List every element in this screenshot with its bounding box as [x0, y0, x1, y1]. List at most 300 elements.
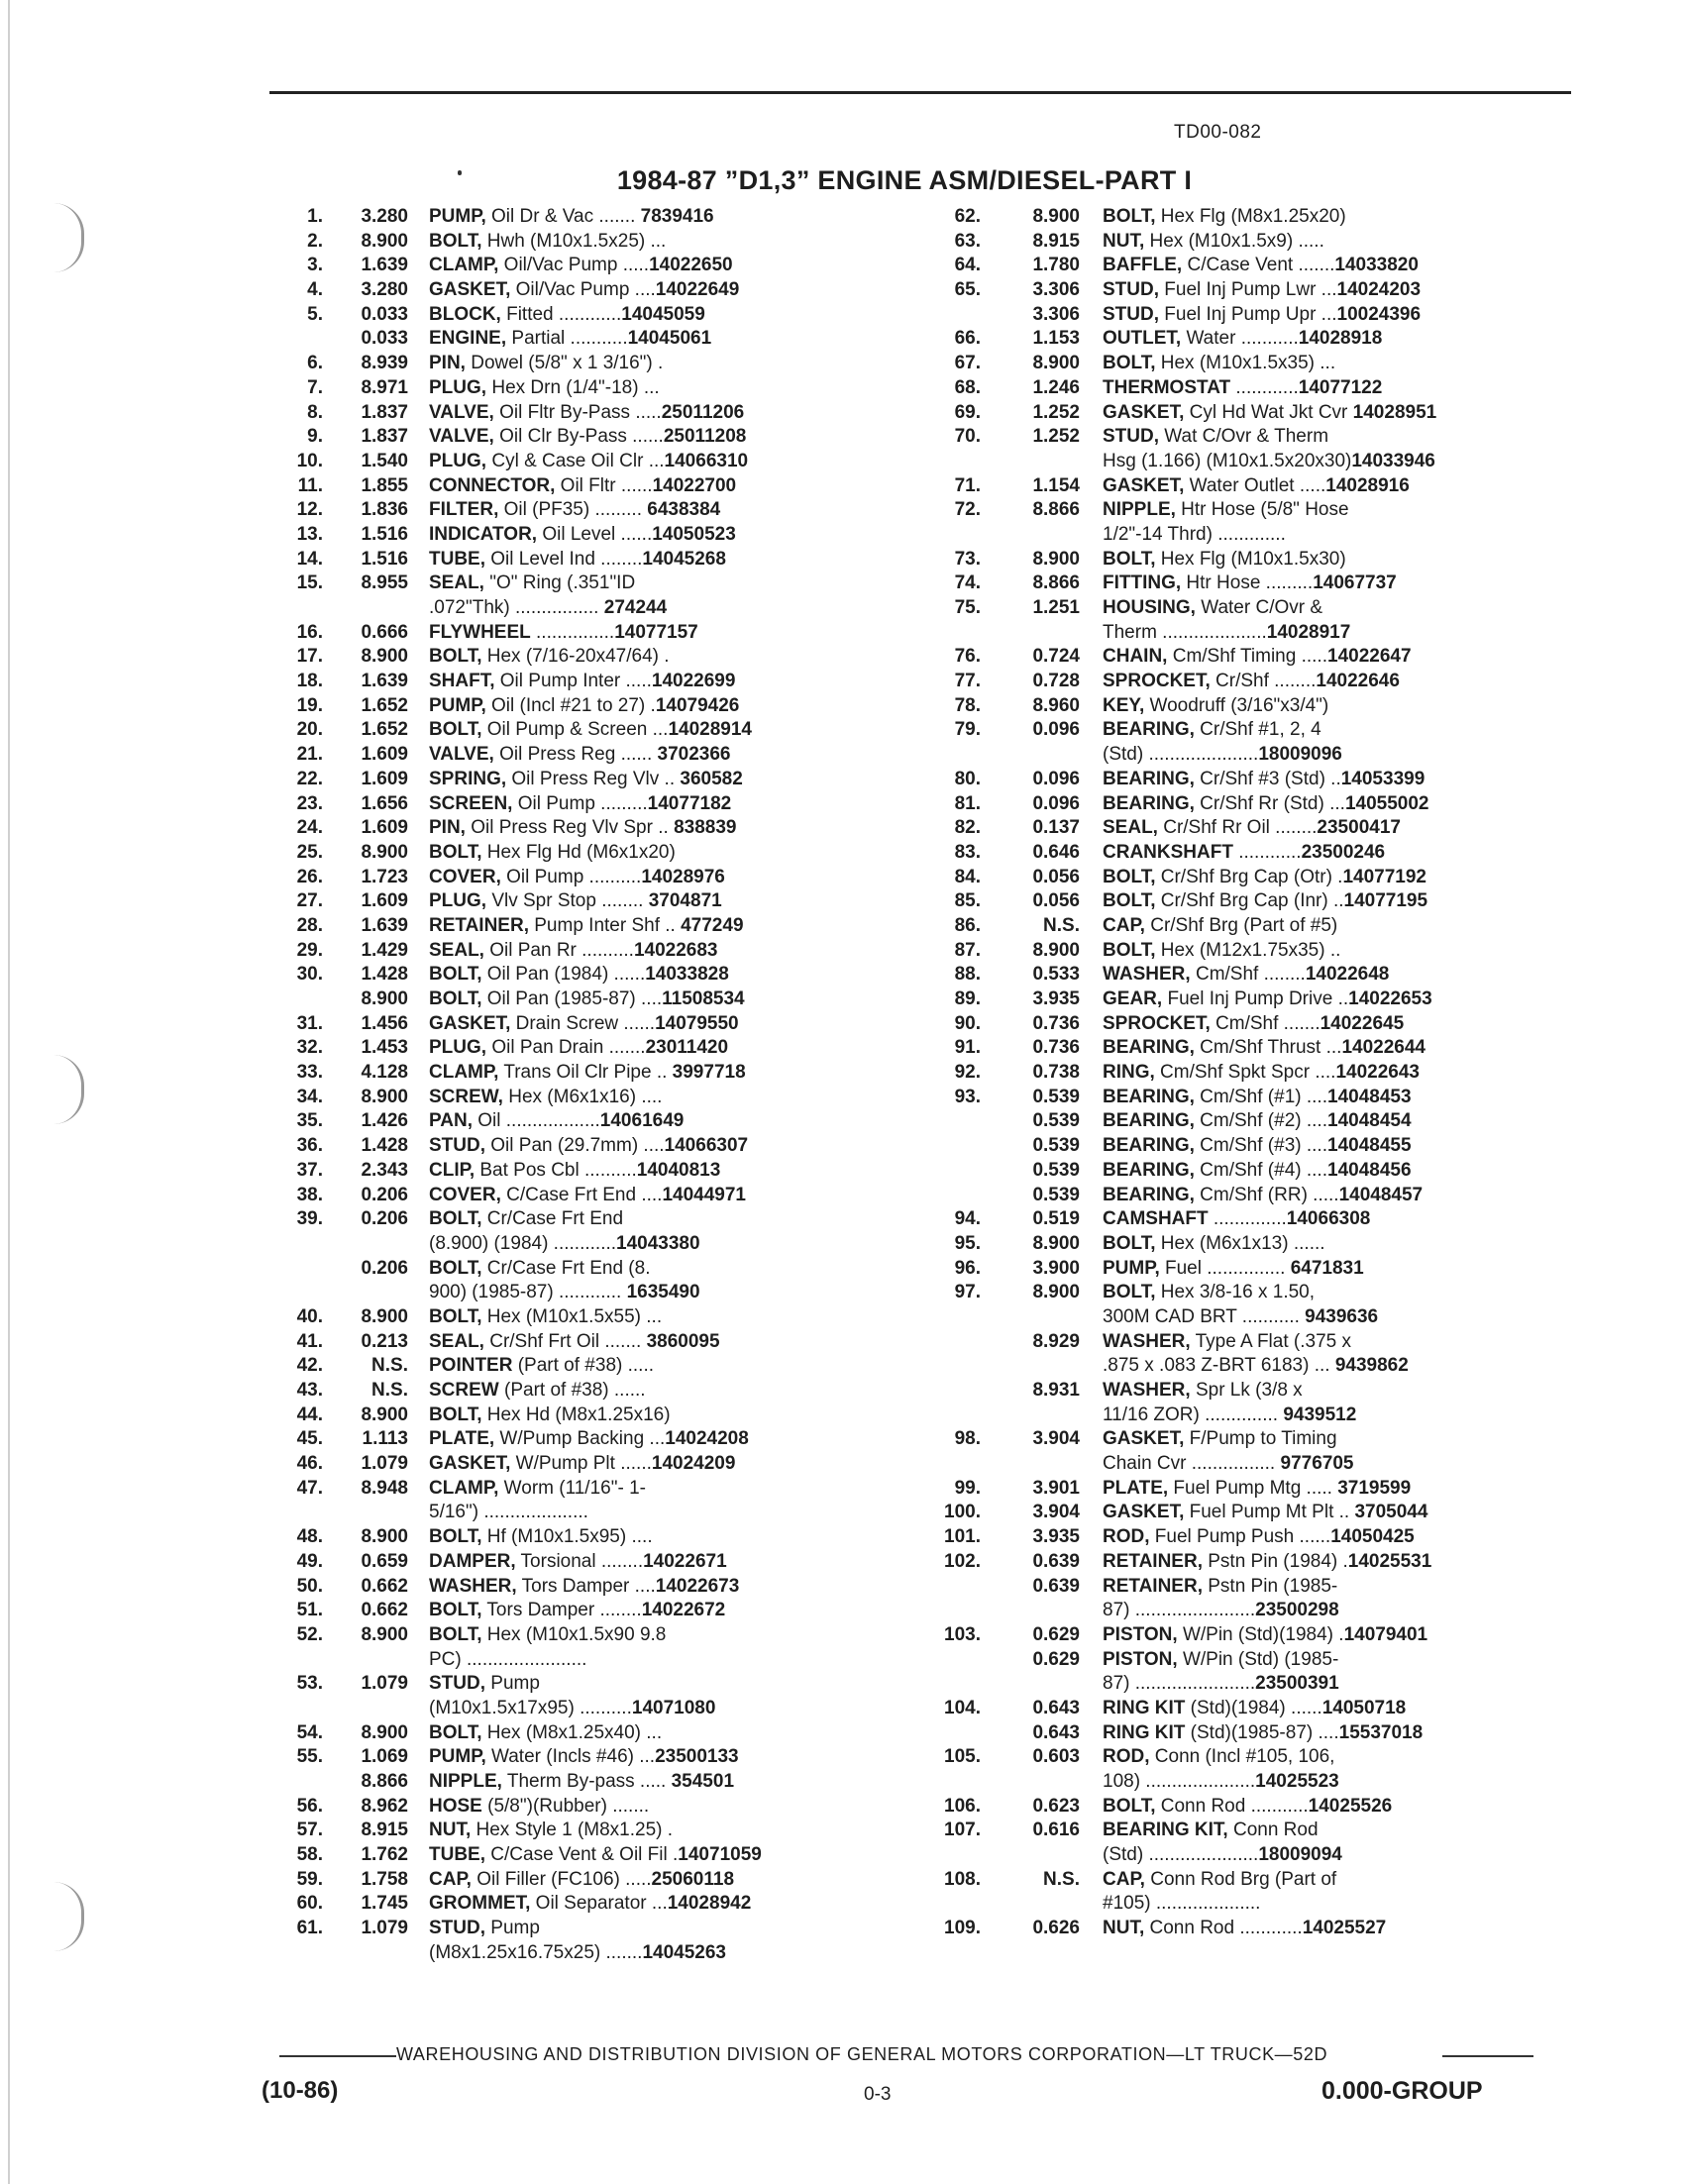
item-number: 3.	[307, 255, 323, 276]
part-name: GASKET,	[1103, 401, 1185, 423]
part-name: ROD,	[1103, 1746, 1150, 1768]
group-code: 0.056	[1032, 890, 1080, 912]
parts-row	[911, 1770, 1575, 1795]
parts-row	[260, 1281, 894, 1305]
part-detail: Oil Pan Rr ..........	[483, 939, 634, 961]
item-number: 68.	[954, 376, 981, 398]
parts-row	[911, 1379, 1575, 1404]
part-number: 14050718	[1321, 1697, 1407, 1718]
part-description	[429, 1232, 894, 1257]
group-code: 0.033	[361, 303, 408, 325]
parts-row	[260, 670, 894, 694]
part-name: VALVE,	[429, 744, 494, 766]
item-number	[260, 596, 323, 621]
parts-row	[911, 498, 1575, 523]
parts-row	[911, 914, 1575, 939]
item-number: 106.	[944, 1795, 981, 1817]
parts-row	[260, 1379, 894, 1404]
part-number: 25060118	[651, 1868, 735, 1890]
item-number: 92.	[954, 1062, 981, 1084]
group-code: 8.931	[1032, 1380, 1080, 1401]
part-detail: Fuel Pump Mt Plt ..	[1184, 1502, 1355, 1523]
parts-row	[911, 376, 1575, 401]
parts-row	[260, 1477, 894, 1502]
part-name: RING KIT	[1103, 1697, 1186, 1718]
part-number: 3702366	[657, 744, 731, 766]
parts-row	[260, 1672, 894, 1697]
part-number: 14022649	[655, 279, 740, 301]
part-name: STUD,	[429, 1673, 485, 1695]
item-number: 17.	[296, 646, 323, 668]
parts-row	[911, 450, 1575, 474]
group-code: 1.780	[1032, 255, 1080, 276]
group-code: 1.652	[361, 719, 408, 741]
part-detail: Fitted ............	[500, 303, 622, 325]
item-number	[911, 1379, 981, 1404]
part-detail: Htr Hose (5/8" Hose	[1175, 499, 1349, 521]
parts-row	[260, 1892, 894, 1917]
part-detail: Hex 3/8-16 x 1.50,	[1155, 1282, 1316, 1303]
item-number	[911, 450, 981, 474]
part-number: 23011420	[645, 1037, 729, 1059]
part-detail: Tors Damper ....	[516, 1575, 656, 1597]
part-description	[429, 621, 894, 646]
part-number: 14077157	[614, 621, 698, 643]
group-code: 8.900	[361, 988, 408, 1009]
group-code: 8.900	[361, 1526, 408, 1548]
part-detail: #105) ....................	[1103, 1893, 1261, 1915]
group-code	[323, 1281, 429, 1305]
group-code: 8.866	[1032, 572, 1080, 594]
parts-row	[260, 1305, 894, 1330]
part-number: 9776705	[1280, 1453, 1354, 1475]
item-number: 64.	[954, 255, 981, 276]
group-code: 1.639	[361, 914, 408, 936]
group-code: 1.836	[361, 499, 408, 521]
item-number: 2.	[307, 230, 323, 252]
part-name: BOLT,	[429, 1600, 482, 1621]
part-name: PUMP,	[429, 694, 486, 716]
part-name: CLAMP,	[429, 1477, 499, 1499]
group-code: N.S.	[371, 1380, 408, 1401]
parts-row	[260, 1012, 894, 1037]
group-code	[981, 450, 1103, 474]
part-detail: "O" Ring (.351"ID	[483, 572, 636, 594]
item-number	[911, 1159, 981, 1184]
part-number: 354501	[671, 1771, 735, 1792]
item-number: 71.	[954, 474, 981, 496]
part-description	[429, 1745, 894, 1770]
parts-row	[260, 1623, 894, 1648]
part-detail: Hex Flg (M8x1.25x20)	[1155, 206, 1346, 227]
part-number: 14022673	[655, 1575, 740, 1597]
group-code: 8.900	[361, 1086, 408, 1107]
item-number: 31.	[296, 1012, 323, 1034]
part-detail: Oil Pump Inter .....	[494, 671, 652, 692]
item-number: 36.	[296, 1135, 323, 1157]
parts-row	[911, 1501, 1575, 1525]
item-number: 86.	[954, 914, 981, 936]
item-number	[911, 1184, 981, 1208]
parts-row	[260, 548, 894, 572]
footer-date: (10-86)	[262, 2077, 339, 2104]
part-description	[1103, 939, 1575, 964]
item-number	[911, 1109, 981, 1134]
part-name: BOLT,	[429, 646, 482, 668]
part-number: 10024396	[1336, 303, 1422, 325]
item-number: 52.	[296, 1623, 323, 1645]
group-code: 0.096	[1032, 792, 1080, 814]
part-detail: 11/16 ZOR) ..............	[1103, 1404, 1284, 1425]
part-name: BEARING,	[1103, 1110, 1195, 1132]
part-detail: Cyl Hd Wat Jkt Cvr	[1184, 401, 1353, 423]
group-code: N.S.	[371, 1355, 408, 1377]
group-code: 0.666	[361, 621, 408, 643]
parts-row	[260, 743, 894, 768]
part-name: STUD,	[1103, 303, 1159, 325]
part-number: 1635490	[626, 1282, 700, 1303]
item-number: 95.	[954, 1232, 981, 1254]
part-detail: Cm/Shf Timing .....	[1167, 646, 1327, 668]
group-code: 1.079	[361, 1673, 408, 1695]
part-name: BLOCK,	[429, 303, 501, 325]
parts-row	[260, 1061, 894, 1086]
document-code: TD00-082	[1174, 122, 1262, 143]
group-code: 1.656	[361, 792, 408, 814]
item-number	[911, 743, 981, 768]
parts-row	[260, 914, 894, 939]
part-detail: Water C/Ovr &	[1195, 597, 1323, 618]
part-number: 14045263	[642, 1941, 726, 1963]
part-detail: 300M CAD BRT ...........	[1103, 1305, 1306, 1327]
part-description	[1103, 1599, 1575, 1623]
part-description	[429, 1648, 894, 1673]
group-code: 1.429	[361, 939, 408, 961]
parts-row	[911, 303, 1575, 328]
parts-row	[911, 548, 1575, 572]
parts-row	[911, 1648, 1575, 1673]
part-description	[1103, 1770, 1575, 1795]
part-name: PISTON,	[1103, 1623, 1178, 1645]
item-number: 65.	[954, 279, 981, 301]
item-number: 103.	[944, 1623, 981, 1645]
part-detail: ...............	[530, 621, 615, 643]
group-code: 1.609	[361, 744, 408, 766]
group-code: 1.079	[361, 1918, 408, 1939]
item-number	[260, 1648, 323, 1673]
group-code: 3.901	[1032, 1477, 1080, 1499]
part-description	[1103, 450, 1575, 474]
part-number: 14022671	[643, 1550, 727, 1572]
part-detail: Oil Pan (29.7mm) ....	[485, 1135, 665, 1157]
part-number: 14077182	[647, 792, 732, 814]
part-number: 14040813	[636, 1159, 721, 1181]
part-number: 18009094	[1258, 1844, 1342, 1866]
part-detail: 87) .......................	[1103, 1673, 1256, 1695]
part-number: 14022699	[651, 671, 736, 692]
item-number	[260, 1501, 323, 1525]
part-description	[429, 963, 894, 988]
group-code: 1.428	[361, 964, 408, 986]
item-number: 51.	[296, 1600, 323, 1621]
part-description	[1103, 1109, 1575, 1134]
part-number: 14079550	[655, 1012, 739, 1034]
page-number: 0-3	[864, 2084, 892, 2105]
part-number: 6438384	[647, 499, 721, 521]
parts-row	[911, 939, 1575, 964]
item-number: 93.	[954, 1086, 981, 1107]
part-name: GASKET,	[429, 1453, 511, 1475]
header-rule	[269, 91, 1571, 94]
part-name: RING,	[1103, 1062, 1155, 1084]
part-detail: Cm/Shf (RR) .....	[1194, 1184, 1339, 1205]
part-number: 23500246	[1301, 841, 1386, 863]
part-name: TUBE,	[429, 548, 485, 570]
group-code: 1.540	[361, 450, 408, 471]
part-description	[1103, 1354, 1575, 1379]
part-number: 14055002	[1344, 792, 1429, 814]
part-name: GASKET,	[1103, 1502, 1185, 1523]
item-number: 34.	[296, 1086, 323, 1107]
group-code: 0.539	[1032, 1159, 1080, 1181]
part-name: VALVE,	[429, 401, 494, 423]
part-description	[429, 841, 894, 866]
group-code: N.S.	[1043, 1868, 1080, 1890]
part-detail: PC) .......................	[429, 1648, 587, 1670]
part-description	[1103, 1232, 1575, 1257]
group-code	[981, 523, 1103, 548]
part-detail: (Part of #38) .....	[512, 1355, 655, 1377]
parts-row	[260, 645, 894, 670]
item-number: 40.	[296, 1305, 323, 1327]
part-description	[429, 1917, 894, 1941]
part-detail: (M10x1.5x17x95) ..........	[429, 1697, 632, 1718]
parts-row	[911, 841, 1575, 866]
part-detail: Pstn Pin (1984) .	[1202, 1550, 1348, 1572]
item-number: 88.	[954, 964, 981, 986]
part-name: ROD,	[1103, 1526, 1150, 1548]
part-description	[429, 1036, 894, 1061]
item-number: 75.	[954, 597, 981, 618]
parts-row	[260, 1575, 894, 1600]
parts-row	[260, 254, 894, 278]
group-code	[981, 1770, 1103, 1795]
part-detail: Fuel ...............	[1159, 1257, 1291, 1279]
part-description	[429, 1379, 894, 1404]
parts-row	[260, 1232, 894, 1257]
group-code: 1.516	[361, 548, 408, 570]
part-number: 14028914	[668, 719, 752, 741]
part-number: 14048453	[1327, 1086, 1412, 1107]
group-code	[323, 596, 429, 621]
parts-row	[260, 1745, 894, 1770]
part-detail: Torsional ........	[515, 1550, 644, 1572]
part-detail: Hf (M10x1.5x95) ....	[481, 1526, 653, 1548]
item-number: 66.	[954, 328, 981, 350]
part-number: 3705044	[1354, 1502, 1428, 1523]
footer-division: WAREHOUSING AND DISTRIBUTION DIVISION OF GENERAL MOTORS CORPORATION—LT TRUCK—52D	[396, 2044, 1328, 2064]
part-name: CAP,	[429, 1868, 472, 1890]
part-description	[429, 596, 894, 621]
item-number: 11.	[297, 474, 323, 496]
part-name: SEAL,	[1103, 817, 1158, 839]
group-code: 0.643	[1032, 1697, 1080, 1718]
parts-row	[260, 230, 894, 255]
parts-row	[911, 1257, 1575, 1282]
part-name: PLUG,	[429, 376, 487, 398]
group-code: 8.900	[1032, 548, 1080, 570]
part-description	[1103, 768, 1575, 792]
part-detail: (Part of #38) ......	[498, 1380, 646, 1401]
part-description	[429, 694, 894, 719]
part-name: GASKET,	[1103, 474, 1185, 496]
group-code: 1.426	[361, 1110, 408, 1132]
part-detail: Oil Fltr ......	[555, 474, 653, 496]
parts-row	[911, 278, 1575, 303]
part-detail: Oil Pump ..........	[500, 866, 642, 887]
group-code: 0.623	[1032, 1795, 1080, 1817]
part-description	[429, 1525, 894, 1550]
item-number: 57.	[296, 1820, 323, 1841]
item-number	[260, 988, 323, 1012]
part-detail: Oil ..................	[472, 1110, 600, 1132]
parts-row	[260, 1868, 894, 1893]
part-number: 14022645	[1320, 1012, 1405, 1034]
item-number: 50.	[296, 1575, 323, 1597]
part-description	[429, 1501, 894, 1525]
part-name: BEARING,	[1103, 1184, 1195, 1205]
parts-row	[260, 450, 894, 474]
part-number: 14077192	[1342, 866, 1427, 887]
part-detail: Cr/Shf #3 (Std) ..	[1194, 768, 1341, 789]
part-number: 477249	[681, 914, 744, 936]
parts-row	[911, 1354, 1575, 1379]
part-name: GROMMET,	[429, 1893, 531, 1915]
part-detail: Cm/Shf (#2) ....	[1194, 1110, 1327, 1132]
part-description	[429, 1354, 894, 1379]
item-number	[911, 1672, 981, 1697]
part-detail: Fuel Inj Pump Drive ..	[1162, 988, 1349, 1009]
part-description	[429, 425, 894, 450]
part-detail: Oil Separator ...	[530, 1893, 668, 1915]
part-number: 14022643	[1335, 1062, 1420, 1084]
part-name: FILTER,	[429, 499, 499, 521]
part-name: BOLT,	[1103, 206, 1156, 227]
part-number: 14071080	[631, 1697, 716, 1718]
part-number: 14066307	[664, 1135, 749, 1157]
part-description	[429, 1109, 894, 1134]
group-code: 0.626	[1032, 1918, 1080, 1939]
item-number: 4.	[307, 279, 323, 301]
part-number: 14048455	[1327, 1135, 1412, 1157]
part-name: SCREW,	[429, 1086, 503, 1107]
part-name: NUT,	[1103, 230, 1145, 252]
part-number: 14028976	[641, 866, 725, 887]
group-code: 8.900	[361, 841, 408, 863]
parts-list-right	[911, 205, 1575, 1941]
part-description	[429, 1623, 894, 1648]
part-number: 14022672	[641, 1600, 726, 1621]
part-description	[1103, 1525, 1575, 1550]
part-detail: Cm/Shf (#4) ....	[1194, 1159, 1327, 1181]
parts-row	[911, 1086, 1575, 1110]
part-detail: Worm (11/16"- 1-	[498, 1477, 646, 1499]
part-detail: Cm/Shf ........	[1190, 964, 1306, 986]
part-name: PIN,	[429, 817, 466, 839]
part-detail: Cm/Shf (#1) ....	[1194, 1086, 1327, 1107]
item-number: 45.	[296, 1428, 323, 1450]
part-name: SPROCKET,	[1103, 1012, 1211, 1034]
parts-row	[911, 743, 1575, 768]
part-detail: Cr/Shf Brg Cap (Inr) ..	[1155, 890, 1344, 912]
parts-row	[260, 425, 894, 450]
part-number: 274244	[603, 597, 668, 618]
part-name: NUT,	[1103, 1918, 1145, 1939]
part-detail: 5/16") ....................	[429, 1502, 588, 1523]
part-name: BOLT,	[429, 230, 482, 252]
parts-row	[911, 1721, 1575, 1746]
part-name: PAN,	[429, 1110, 473, 1132]
part-number: 9439636	[1305, 1305, 1379, 1327]
group-code: 0.662	[361, 1600, 408, 1621]
group-code: 1.639	[361, 671, 408, 692]
group-code: 1.153	[1032, 328, 1080, 350]
parts-row	[260, 1697, 894, 1721]
group-code: 8.955	[361, 572, 408, 594]
part-description	[429, 401, 894, 426]
part-description	[429, 1721, 894, 1746]
parts-row	[911, 1819, 1575, 1843]
part-detail: Wat C/Ovr & Therm	[1159, 426, 1329, 448]
part-description	[429, 1599, 894, 1623]
item-number: 102.	[944, 1550, 981, 1572]
group-code: 0.539	[1032, 1110, 1080, 1132]
part-name: STUD,	[1103, 426, 1159, 448]
group-code: 1.837	[361, 401, 408, 423]
part-number: 11508534	[662, 988, 745, 1009]
part-detail: Oil Press Reg Vlv Spr ..	[465, 817, 675, 839]
parts-row	[260, 1404, 894, 1428]
part-description	[1103, 548, 1575, 572]
group-code: 8.866	[1032, 499, 1080, 521]
item-number: 28.	[296, 914, 323, 936]
part-name: BOLT,	[1103, 890, 1156, 912]
part-name: TUBE,	[429, 1844, 485, 1866]
part-detail: Oil (Incl #21 to 27) .	[485, 694, 656, 716]
part-description	[429, 1404, 894, 1428]
part-description	[429, 376, 894, 401]
parts-row	[911, 1623, 1575, 1648]
part-name: THERMOSTAT	[1103, 376, 1231, 398]
item-number: 42.	[296, 1355, 323, 1377]
group-code: 0.539	[1032, 1184, 1080, 1205]
item-number	[260, 1770, 323, 1795]
parts-row	[911, 1207, 1575, 1232]
part-detail: Hex (M6x1x16) ....	[502, 1086, 663, 1107]
item-number: 83.	[954, 841, 981, 863]
part-description	[1103, 1184, 1575, 1208]
part-number: 14066310	[664, 450, 749, 471]
item-number: 91.	[954, 1037, 981, 1059]
part-name: KEY,	[1103, 694, 1145, 716]
item-number: 10.	[296, 450, 323, 471]
part-detail: Cr/Shf Brg Cap (Otr) .	[1155, 866, 1343, 887]
part-detail: Hex (M6x1x13) ......	[1155, 1232, 1325, 1254]
part-description	[1103, 1892, 1575, 1917]
parts-row	[911, 792, 1575, 817]
part-detail: Pump	[485, 1673, 540, 1695]
group-code: 1.855	[361, 474, 408, 496]
